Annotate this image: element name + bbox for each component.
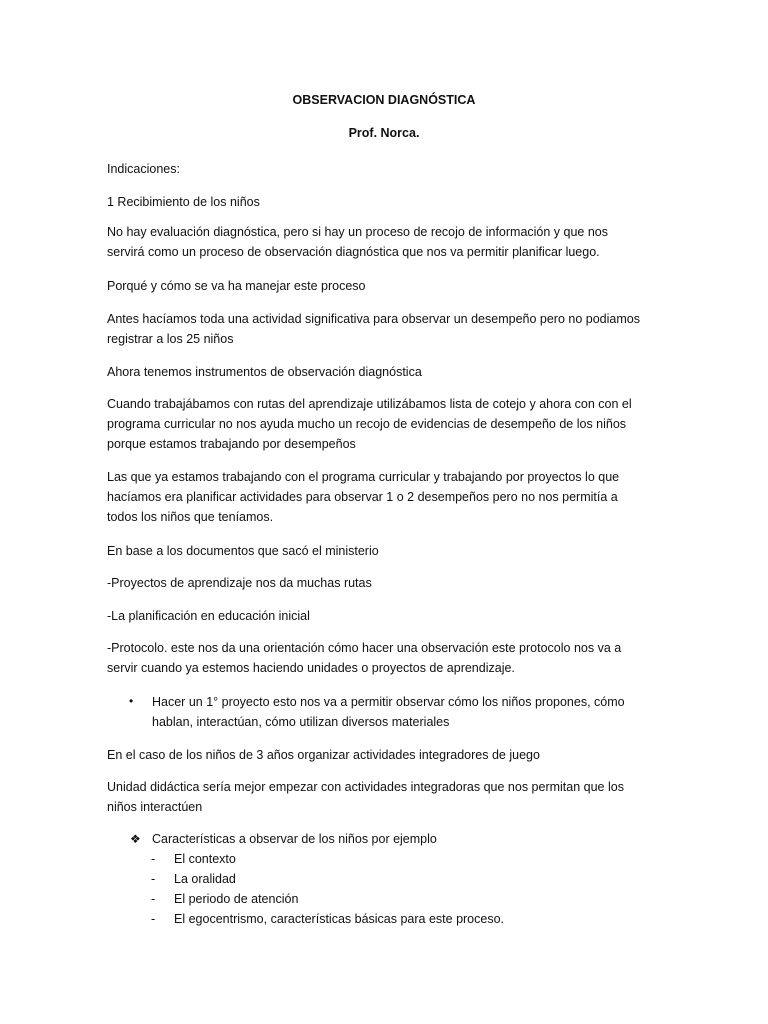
list-item: El contexto xyxy=(174,852,236,866)
paragraph-planificacion: -La planificación en educación inicial xyxy=(107,609,310,623)
list-item: El periodo de atención xyxy=(174,892,299,906)
paragraph-indicaciones: Indicaciones: xyxy=(107,162,180,176)
dash-marker: - xyxy=(151,892,156,906)
caracteristicas-heading: Características a observar de los niños por ejemplo xyxy=(152,832,437,846)
document-subtitle: Prof. Norca. xyxy=(348,126,420,140)
list-item: El egocentrismo, características básicas para este proceso. xyxy=(174,912,505,926)
list-item: La oralidad xyxy=(174,872,236,886)
bullet-marker: • xyxy=(129,694,134,708)
dash-marker: - xyxy=(151,912,156,926)
bullet-text: Hacer un 1° proyecto esto nos va a permitir observar cómo los niños propones, cómo hablan, interactúan, cómo utilizan diversos materiales xyxy=(152,695,625,729)
paragraph-unidad: Unidad didáctica sería mejor empezar con actividades integradoras que nos permitan que los niños interactúen xyxy=(107,780,624,814)
paragraph-porque: Porqué y cómo se va ha manejar este proceso xyxy=(107,279,366,293)
paragraph-las-que: Las que ya estamos trabajando con el programa curricular y trabajando por proyectos lo que hacíamos era planificar actividades para observar 1 o 2 desempeños pero no nos permitía a todos los niños que teníamos. xyxy=(107,470,620,524)
dash-marker: - xyxy=(151,852,156,866)
paragraph-recibimiento: 1 Recibimiento de los niños xyxy=(107,195,260,209)
paragraph-protocolo: -Protocolo. este nos da una orientación cómo hacer una observación este protocolo nos va a servir cuando ya estemos haciendo unidades o proyectos de aprendizaje. xyxy=(107,641,622,675)
paragraph-antes: Antes hacíamos toda una actividad significativa para observar un desempeño pero no podiamos registrar a los 25 niños xyxy=(107,312,640,346)
paragraph-en-base: En base a los documentos que sacó el ministerio xyxy=(107,544,379,558)
paragraph-proyectos: -Proyectos de aprendizaje nos da muchas rutas xyxy=(107,576,372,590)
document-title: OBSERVACION DIAGNÓSTICA xyxy=(292,93,476,107)
paragraph-en-el-caso: En el caso de los niños de 3 años organizar actividades integradores de juego xyxy=(107,748,540,762)
paragraph-ahora: Ahora tenemos instrumentos de observación diagnóstica xyxy=(107,365,422,379)
dash-marker: - xyxy=(151,872,156,886)
paragraph-cuando: Cuando trabajábamos con rutas del aprendizaje utilizábamos lista de cotejo y ahora con con el programa curricular no nos ayuda mucho un recojo de evidencias de desempeño de los niños porque estamos trabajando por desempeños xyxy=(107,397,632,451)
paragraph-evaluacion: No hay evaluación diagnóstica, pero si hay un proceso de recojo de información y que nos servirá como un proceso de observación diagnóstica que nos va permitir planificar luego. xyxy=(107,225,609,259)
diamond-bullet-icon: ❖ xyxy=(130,832,141,846)
